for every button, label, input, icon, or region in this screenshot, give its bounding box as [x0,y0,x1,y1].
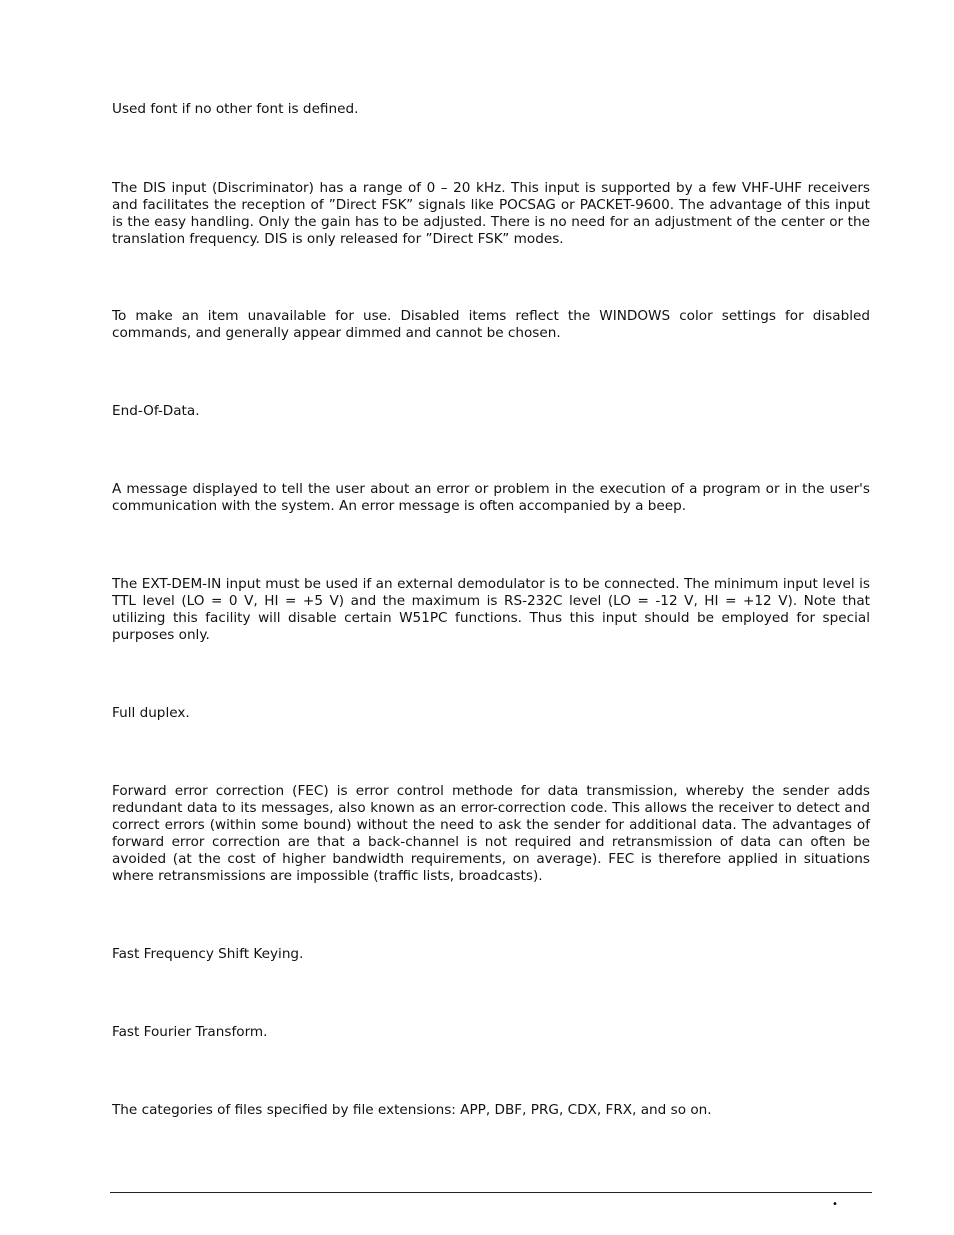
footer-bullet: • [832,1199,838,1210]
glossary-entry-file-types: The categories of files specified by file extensions: APP, DBF, PRG, CDX, FRX, and so on. [112,1102,712,1118]
glossary-entry-eod: End-Of-Data. [112,403,200,419]
glossary-entry-disabled: To make an item unavailable for use. Disabled items reflect the WINDOWS color settings for disabled commands, and generally appear dimmed and cannot be chosen. [112,308,870,341]
footer-rule [110,1192,872,1193]
glossary-entry-full-duplex: Full duplex. [112,705,190,721]
glossary-entry-dis-input: The DIS input (Discriminator) has a range of 0 – 20 kHz. This input is supported by a few VHF-UHF receivers and facilitates the reception of ”Direct FSK” signals like POCSAG or PACKET-9600. The advantage of this input is the easy handling. Only the gain has to be adjusted. There is no need for an adjustment of the center or the translation frequency. DIS is only released for ”Direct FSK” modes. [112,180,870,247]
glossary-entry-default-font: Used font if no other font is defined. [112,101,359,117]
glossary-entry-error-message: A message displayed to tell the user about an error or problem in the execution of a program or in the user's communication with the system. An error message is often accompanied by a beep. [112,481,870,514]
glossary-entry-ext-dem-in: The EXT-DEM-IN input must be used if an external demodulator is to be connected. The minimum input level is TTL level (LO = 0 V, HI = +5 V) and the maximum is RS-232C level (LO = -12 V, HI = +12 V). Note that utilizing this facility will disable certain W51PC functions. Thus this input should be employed for special purposes only. [112,576,870,643]
glossary-entry-fec: Forward error correction (FEC) is error control methode for data transmission, whereby the sender adds redundant data to its messages, also known as an error-correction code. This allows the receiver to detect and correct errors (within some bound) without the need to ask the sender for additional data. The advantages of forward error correction are that a back-channel is not required and retransmission of data can often be avoided (at the cost of higher bandwidth requirements, on average). FEC is therefore applied in situations where retransmissions are impossible (traffic lists, broadcasts). [112,783,870,884]
glossary-entry-ffsk: Fast Frequency Shift Keying. [112,946,304,962]
glossary-entry-fft: Fast Fourier Transform. [112,1024,268,1040]
